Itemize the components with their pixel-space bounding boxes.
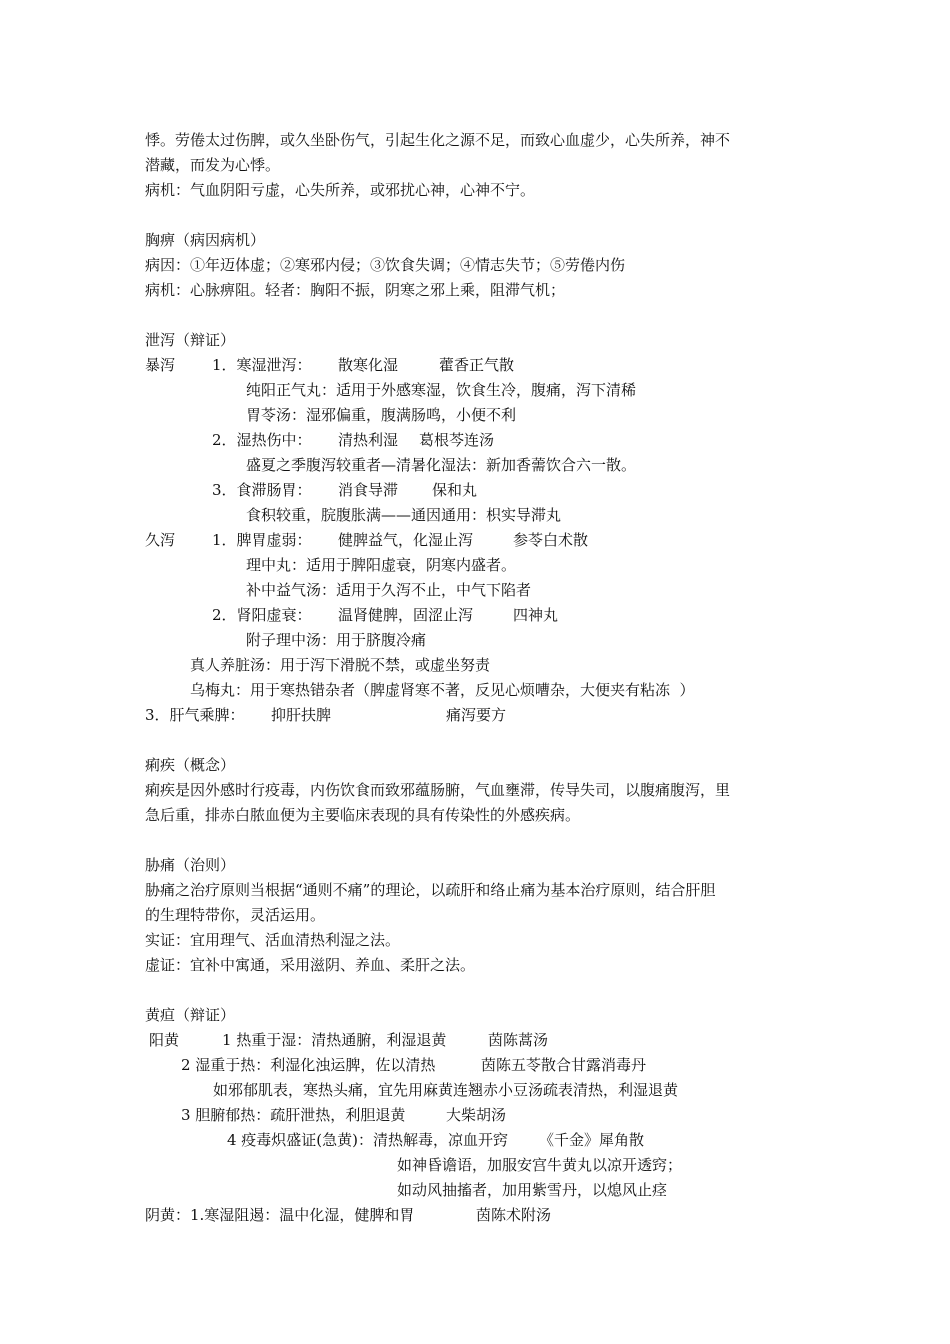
- text-line: 悸。劳倦太过伤脾，或久坐卧伤气，引起生化之源不足，而致心血虚少，心失所养，神不: [145, 131, 731, 149]
- text-line: 痢疾是因外感时行疫毒，内伤饮食而致邪蕴肠腑，气血壅滞，传导失司，以腹痛腹泻，里: [145, 781, 731, 799]
- text-line: 盛夏之季腹泻较重者—清暑化湿法：新加香薷饮合六一散。: [246, 456, 637, 474]
- formula-name: 茵陈术附汤: [476, 1206, 552, 1224]
- category-label: 暴泻: [145, 356, 176, 374]
- text-line: 食积较重，脘腹胀满——通因通用：枳实导滞丸: [246, 506, 562, 524]
- section-heading: 痢疾（概念）: [145, 756, 236, 774]
- text-line: 病因：①年迈体虚；②寒邪内侵；③饮食失调；④情志失节；⑤劳倦内伤: [145, 256, 626, 274]
- section-heading: 胸痹（病因病机）: [145, 231, 266, 249]
- text-line: 的生理特带你，灵活运用。: [145, 906, 326, 924]
- text-line: 真人养脏汤：用于泻下滑脱不禁，或虚坐努责: [190, 656, 491, 674]
- syndrome-label: 3 胆腑郁热：疏肝泄热，利胆退黄: [181, 1106, 406, 1124]
- category-label: 久泻: [145, 531, 176, 549]
- formula-name: 四神丸: [513, 606, 559, 624]
- formula-name: 保和丸: [432, 481, 478, 499]
- text-line: 附子理中汤：用于脐腹冷痛: [246, 631, 427, 649]
- formula-name: 《千金》犀角散: [539, 1131, 645, 1149]
- treatment-method: 温肾健脾，固涩止泻: [338, 606, 474, 624]
- text-line: 潜藏，而发为心悸。: [145, 156, 281, 174]
- text-line: 虚证：宜补中寓通，采用滋阴、养血、柔肝之法。: [145, 956, 476, 974]
- formula-name: 大柴胡汤: [446, 1106, 507, 1124]
- text-line: 胃苓汤：湿邪偏重，腹满肠鸣，小便不利: [246, 406, 517, 424]
- text-line: 实证：宜用理气、活血清热利湿之法。: [145, 931, 401, 949]
- text-line: 如邪郁肌表，寒热头痛，宜先用麻黄连翘赤小豆汤疏表清热，利湿退黄: [213, 1081, 679, 1099]
- formula-name: 茵陈五苓散合甘露消毒丹: [481, 1056, 647, 1074]
- treatment-method: 消食导滞: [338, 481, 399, 499]
- formula-name: 痛泻要方: [446, 706, 507, 724]
- treatment-method: 健脾益气，化湿止泻: [338, 531, 474, 549]
- formula-name: 茵陈蒿汤: [488, 1031, 549, 1049]
- text-line: 纯阳正气丸：适用于外感寒湿，饮食生冷，腹痛，泻下清稀: [246, 381, 637, 399]
- syndrome-label: 1．脾胃虚弱：: [212, 531, 312, 549]
- syndrome-label: 2 湿重于热：利湿化浊运脾，佐以清热: [181, 1056, 436, 1074]
- formula-name: 葛根芩连汤: [419, 431, 495, 449]
- text-line: 理中丸：适用于脾阳虚衰，阴寒内盛者。: [246, 556, 517, 574]
- treatment-method: 散寒化湿: [338, 356, 399, 374]
- syndrome-label: 2．湿热伤中：: [212, 431, 312, 449]
- syndrome-label: 阴黄：1.寒湿阻遏：温中化湿，健脾和胃: [145, 1206, 415, 1224]
- category-label: 阳黄: [149, 1031, 180, 1049]
- text-line: 病机：气血阴阳亏虚，心失所养，或邪扰心神，心神不宁。: [145, 181, 536, 199]
- syndrome-label: 3．食滞肠胃：: [212, 481, 312, 499]
- formula-name: 藿香正气散: [439, 356, 515, 374]
- text-line: 胁痛之治疗原则当根据“通则不痛”的理论，以疏肝和络止痛为基本治疗原则，结合肝胆: [145, 881, 716, 899]
- syndrome-label: 2．肾阳虚衰：: [212, 606, 312, 624]
- text-line: 补中益气汤：适用于久泻不止，中气下陷者: [246, 581, 532, 599]
- syndrome-label: 4 疫毒炽盛证(急黄)：清热解毒，凉血开窍: [227, 1131, 509, 1149]
- syndrome-label: 1 热重于湿：清热通腑，利湿退黄: [222, 1031, 447, 1049]
- formula-name: 参苓白术散: [513, 531, 589, 549]
- section-heading: 泄泻（辩证）: [145, 331, 236, 349]
- syndrome-label: 3．肝气乘脾：: [145, 706, 245, 724]
- section-heading: 胁痛（治则）: [145, 856, 236, 874]
- text-line: 如动风抽搐者，加用紫雪丹，以熄风止痉: [397, 1181, 668, 1199]
- syndrome-label: 1．寒湿泄泻：: [212, 356, 312, 374]
- text-line: 乌梅丸：用于寒热错杂者（脾虚肾寒不著，反见心烦嘈杂，大便夹有粘冻 ）: [190, 681, 695, 699]
- text-line: 病机：心脉痹阻。轻者：胸阳不振，阴寒之邪上乘，阻滞气机；: [145, 281, 566, 299]
- treatment-method: 清热利湿: [338, 431, 399, 449]
- section-heading: 黄疸（辩证）: [145, 1006, 236, 1024]
- treatment-method: 抑肝扶脾: [271, 706, 332, 724]
- text-line: 急后重，排赤白脓血便为主要临床表现的具有传染性的外感疾病。: [145, 806, 581, 824]
- text-line: 如神昏谵语，加服安宫牛黄丸以凉开透窍；: [397, 1156, 683, 1174]
